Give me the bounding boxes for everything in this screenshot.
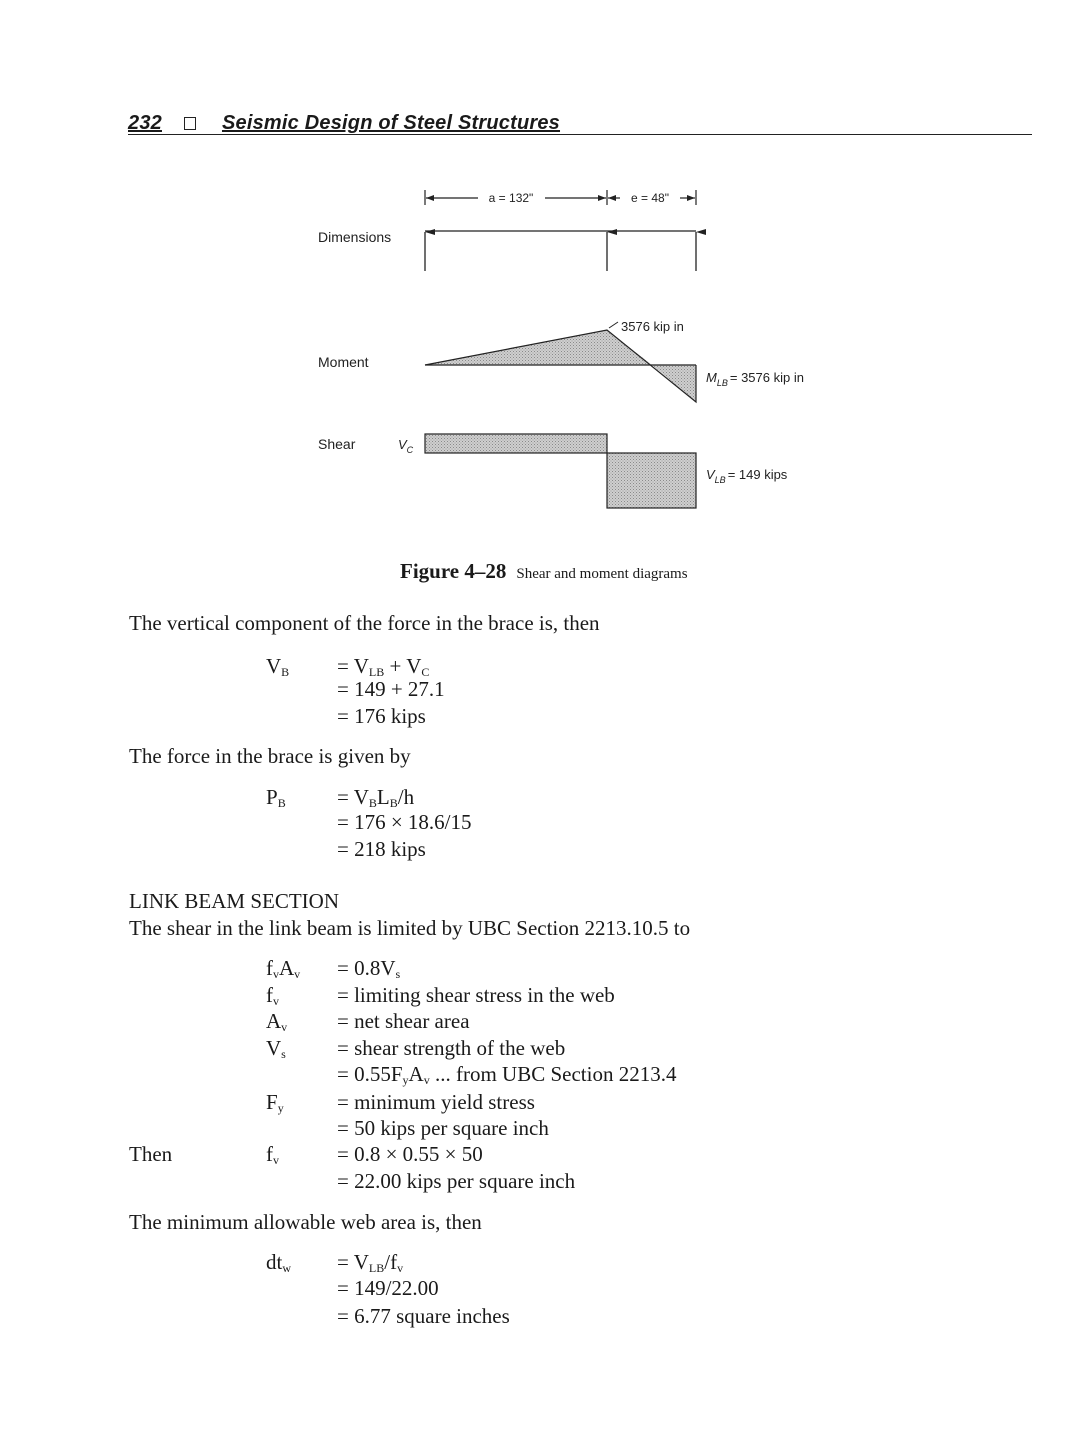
moment-label: Moment bbox=[318, 354, 369, 370]
caption-text: Shear and moment diagrams bbox=[516, 566, 688, 582]
def-fv-rhs: = limiting shear stress in the web bbox=[337, 983, 615, 1007]
paragraph-link-beam-shear: The shear in the link beam is limited by UBC Section 2213.10.5 to bbox=[129, 916, 691, 940]
vb-equation-3: = 176 kips bbox=[337, 704, 426, 728]
def-fy-rhs-2: = 50 kips per square inch bbox=[337, 1116, 549, 1140]
pb-symbol: $P_B$ bbox=[266, 785, 286, 810]
dtw-equation-2: = 149/22.00 bbox=[337, 1276, 439, 1300]
dim-e-label: e = 48" bbox=[631, 191, 669, 205]
pb-equation-1: = $V_BL_B/h$ bbox=[337, 785, 415, 810]
dim-a-label: a = 132" bbox=[488, 191, 534, 205]
shear-vlb-label: $V_{LB} = 149$ kips bbox=[706, 467, 788, 485]
vb-equation-1: = $V_{LB} + V_C$ bbox=[337, 654, 430, 679]
shear-vc-label: $V_C$ bbox=[398, 437, 414, 455]
paragraph-min-web-area: The minimum allowable web area is, then bbox=[129, 1210, 482, 1234]
def-fv-then-rhs: = 0.8 × 0.55 × 50 bbox=[337, 1142, 483, 1166]
dtw-symbol: $dt_w$ bbox=[266, 1250, 292, 1275]
shear-diagram bbox=[425, 434, 696, 508]
beam-schematic bbox=[425, 231, 696, 271]
def-fvav-rhs: = $0.8V_s$ bbox=[337, 956, 401, 981]
dtw-equation-3: = 6.77 square inches bbox=[337, 1304, 510, 1328]
vb-symbol: $V_B$ bbox=[266, 654, 290, 679]
paragraph-brace-force: The force in the brace is given by bbox=[129, 744, 411, 768]
def-fv-then-rhs-2: = 22.00 kips per square inch bbox=[337, 1169, 576, 1193]
def-fy-rhs: = minimum yield stress bbox=[337, 1090, 535, 1114]
vb-equation-2: = 149 + 27.1 bbox=[337, 677, 445, 701]
section-heading: LINK BEAM SECTION bbox=[129, 889, 339, 913]
moment-lb-label: $M_{LB} = 3576$ kip in bbox=[706, 370, 804, 388]
dtw-equation-1: = $V_{LB}/f_v$ bbox=[337, 1250, 404, 1275]
pb-equation-2: = 176 × 18.6/15 bbox=[337, 810, 472, 834]
moment-diagram bbox=[425, 322, 696, 402]
paragraph-vertical-component: The vertical component of the force in the brace is, then bbox=[129, 611, 600, 635]
def-fvav-symbol: $f_vA_v$ bbox=[266, 956, 301, 981]
then-label: Then bbox=[129, 1142, 173, 1166]
moment-peak-label: 3576 kip in bbox=[621, 319, 684, 334]
def-av-symbol: $A_v$ bbox=[266, 1009, 288, 1034]
def-fv-then-symbol: $f_v$ bbox=[266, 1142, 279, 1167]
def-fy-symbol: $F_y$ bbox=[266, 1090, 284, 1115]
def-fv-symbol: $f_v$ bbox=[266, 983, 279, 1008]
dimensions-label: Dimensions bbox=[318, 229, 392, 245]
pb-equation-3: = 218 kips bbox=[337, 837, 426, 861]
shear-label: Shear bbox=[318, 436, 356, 452]
shear-moment-figure bbox=[0, 0, 1068, 560]
def-vs-rhs: = shear strength of the web bbox=[337, 1036, 566, 1060]
def-av-rhs: = net shear area bbox=[337, 1009, 470, 1033]
caption-number: Figure 4–28 bbox=[400, 559, 507, 583]
book-title: Seismic Design of Steel Structures bbox=[221, 112, 561, 134]
def-vs-symbol: $V_s$ bbox=[266, 1036, 286, 1061]
def-vs-rhs-2: = $0.55F_yA_v$ ... from UBC Section 2213.4 bbox=[337, 1062, 677, 1087]
page-number: 232 bbox=[128, 112, 162, 134]
figure-caption bbox=[400, 559, 688, 584]
